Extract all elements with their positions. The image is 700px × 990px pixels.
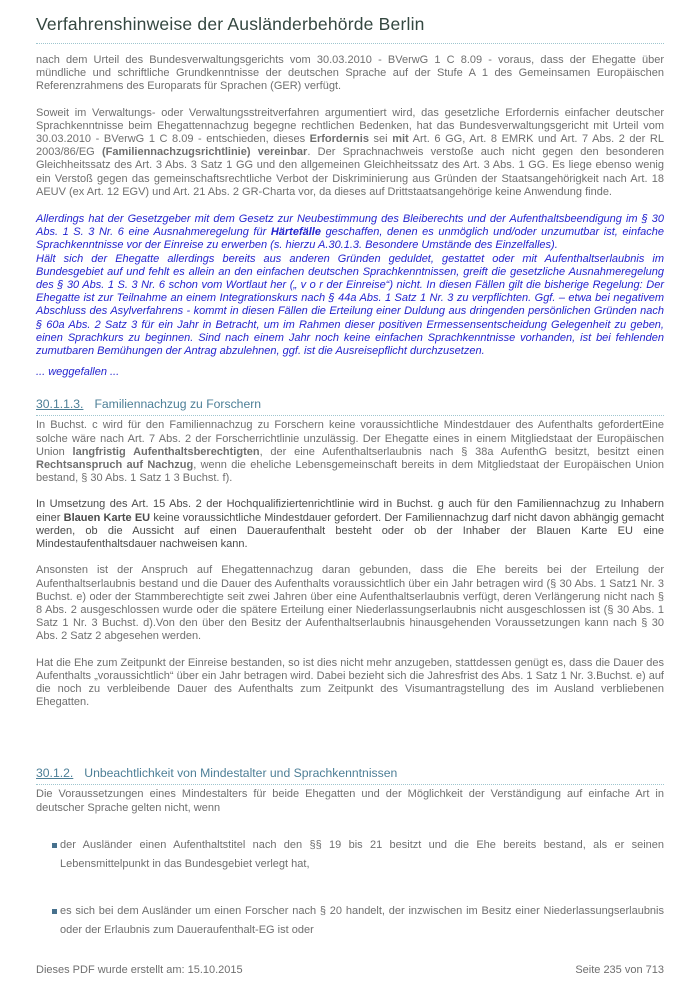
intro-paragraph-1: nach dem Urteil des Bundesverwaltungsgerichts vom 30.03.2010 - BVerwG 1 C 8.09 - voraus, dass der Ehegatte über mündliche und schriftliche Grundkenntnisse der deutschen Sprache auf der Stufe A 1 des Gemeinsamen Europäischen Referenzrahmens des Europarats für Sprachen (GER) verfügt.	[36, 54, 664, 93]
bold-run: mit	[392, 133, 409, 146]
voraussetzungen-paragraph: Die Voraussetzungen eines Mindestalters für beide Ehegatten und der Möglichkeit der Verständigung auf einfache Art in deutscher Sprache gelten nicht, wenn	[36, 788, 664, 814]
ansonsten-paragraph: Ansonsten ist der Anspruch auf Ehegattennachzug daran gebunden, dass die Ehe bereits bei der Erteilung der Aufenthaltserlaubnis bestand und die Dauer des Aufenthalts voraussichtlich über ein Jahr betragen wird (§ 30 Abs. 1 Satz1 Nr. 3 Buchst. e) oder der Stammberechtigte seit zwei Jahren über eine Aufenthaltserlaubnis verfügt, deren Verlängerung nicht nach § 8 Abs. 2 ausgeschlossen wurde oder die spätere Erteilung einer Niederlassungserlaubnis nicht ausgeschlossen ist (§ 30 Abs. 1 Satz 1 Nr. 3 Buchst. d).Von den über den Besitz der Aufenthaltserlaubnis hinausgehenden Voraussetzungen kann nach § 30 Abs. 2 Satz 2 abgesehen werden.	[36, 564, 664, 643]
bold-run: Blauen Karte EU	[63, 511, 151, 524]
section-heading-label: Familiennachzug zu Forschern	[94, 397, 262, 412]
text-run: , wenn die eheliche Lebensgemeinschaft bereits in dem Mitgliedstaat der Europäischen Union bestand, § 30 Abs. 1 Satz 1 3 Buchst. f).	[36, 459, 665, 485]
section-heading-label: Unbeachtlichkeit von Mindestalter und Sprachkenntnissen	[84, 766, 398, 781]
footer-created-date: Dieses PDF wurde erstellt am: 15.10.2015	[36, 964, 243, 976]
bold-run: Rechtsanspruch auf Nachzug	[36, 459, 194, 472]
section-heading-30-1-2	[36, 766, 664, 785]
text-run: In Umsetzung des Art. 15 Abs. 2 der Hochqualifiziertenrichtlinie wird in Buchst. g auch für den Familiennachzug zu Inhabern einer	[36, 498, 664, 524]
text-run: . Der Sprachnachweis verstoße auch nicht gegen den besonderen Gleichheitssatz des Art. 3 Abs. 3 Satz 1 GG und den allgemeinen Gleichheitssatz des Art. 3 Abs. 1 GG. Es liege ebenso wenig ein Verstoß gegen das gemeinschaftsrechtliche Verbot der Diskriminierung aus Gründen der Staatsangehörigkeit nach Art. 18 AEUV (ex Art. 12 EGV) und Art. 21 Abs. 2 GR-Charta vor, da dieses auf Drittstaatsangehörige keine Anwendung finde.	[36, 146, 664, 198]
bullet-list	[36, 836, 664, 940]
weggefallen-note: ... weggefallen ...	[36, 366, 120, 379]
einreise-paragraph: Hat die Ehe zum Zeitpunkt der Einreise bestanden, so ist dies nicht mehr anzugeben, stattdessen genügt es, dass die Dauer des Aufenthalts „voraussichtlich“ über ein Jahr betragen wird. Dabei bezieht sich die Jahresfrist des Abs. 1 Satz 1 Nr. 3.Buchst. e) auf die noch zu verbleibende Dauer des Aufenthalts zum Zeitpunkt des Visumantragstellung des im Ausland verbliebenen Ehegatten.	[36, 656, 664, 709]
text-run: Art. 6 GG, Art. 8 EMRK und Art. 7 Abs. 2 der RL 2003/86/EG	[36, 133, 664, 159]
intro-paragraph-2	[36, 107, 664, 199]
legal-note-paragraph-1	[36, 213, 664, 253]
list-item-text: es sich bei dem Ausländer um einen Forscher nach § 20 handelt, der inzwischen im Besitz einer Niederlassungserlaubnis oder der Erlaubnis zum Daueraufenthalt-EG ist oder	[60, 904, 664, 936]
text-run: Soweit im Verwaltungs- oder Verwaltungsstreitverfahren argumentiert wird, das gesetzliche Erfordernis einfacher deutscher Sprachkenntnisse beim Ehegattennachzug begegne rechtlichen Bedenken, hat das Bundesverwaltungsgericht mit Urteil vom 30.03.2010 - BVerwG 1 C 8.09 - entschieden, dieses	[36, 106, 664, 146]
legal-note-paragraph-2: Hält sich der Ehegatte allerdings bereits aus anderen Gründen geduldet, gestattet oder mit Aufenthaltserlaubnis im Bundesgebiet auf und fehlt es allein an den einfachen deutschen Sprachkenntnissen, greift die gesetzliche Ausnahmeregelung des § 30 Abs. 1 S. 3 Nr. 6 schon vom Wortlaut her („ v o r der Einreise“) nicht. In diesen Fällen gilt die bisherige Regelung: Der Ehegatte ist zur Teilnahme an einem Integrationskurs nach § 44a Abs. 1 Satz 1 Nr. 3 zu verpflichten. Ggf. – etwa bei negativem Abschluss des Asylverfahrens - kommt in diesen Fällen die Erteilung einer Duldung aus dringenden persönlichen Gründen nach § 60a Abs. 2 Satz 3 für ein Jahr in Betracht, um im Rahmen dieser positiven Ermessensentscheidung Gelegenheit zu geben, einen Sprachkurs zu beginnen. Sind nach einem Jahr noch keine einfachen Sprachkenntnisse vorhanden, ist bei fehlenden zumutbaren Bemühungen der Antrag abzulehnen, ggf. ist die Ausreisepflicht durchzusetzen.	[36, 252, 664, 358]
forscher-paragraph	[36, 419, 664, 485]
text-run: geschaffen, denen es unmöglich und/oder unzumutbar ist, einfache Sprachkenntnisse vor der Einreise zu erwerben (s. hierzu A.30.1.3. Besondere Umstände des Einzelfalles).	[36, 226, 664, 252]
text-run: keine voraussichtliche Mindestdauer gefordert. Der Familiennachzug darf nicht davon abhängig gemacht werden, ob die Aussicht auf einen Daueraufenthalt besteht oder ob der Inhaber der Blauen Karte EU eine Mindestaufenthaltsdauer nachweisen kann.	[36, 511, 664, 551]
section-number: 30.1.2.	[36, 766, 74, 781]
list-item	[52, 836, 664, 874]
text-run: In Buchst. c wird für den Familiennachzug zu Forschern keine voraussichtliche Mindestdauer des Aufenthalts gefordertEine solche wäre nach Art. 7 Abs. 2 der Forscherrichtlinie unzulässig. Der Ehegatte eines in einem Mitgliedstaat der Europäischen Union	[36, 419, 664, 458]
list-item-text: der Ausländer einen Aufenthaltstitel nach den §§ 19 bis 21 besitzt und die Ehe bereits bestand, als er seinen Lebensmittelpunkt in das Bundesgebiet verlegt hat,	[60, 838, 664, 870]
blaue-karte-paragraph	[36, 498, 664, 551]
bold-run: (Familiennachzugsrichtlinie) vereinbar	[102, 146, 308, 159]
page-footer	[36, 964, 664, 976]
page-title: Verfahrenshinweise der Ausländerbehörde Berlin	[36, 12, 664, 44]
bullet-square-icon	[52, 909, 57, 914]
section-number: 30.1.1.3.	[36, 397, 84, 412]
list-item	[52, 902, 664, 940]
footer-page-number: Seite 235 von 713	[575, 964, 664, 976]
bold-run: langfristig Aufenthaltsberechtigten	[72, 445, 260, 458]
bold-run: Härtefälle	[270, 226, 321, 239]
text-run: Allerdings hat der Gesetzgeber mit dem Gesetz zur Neubestimmung des Bleiberechts und der Aufenthaltsbeendigung im § 30 Abs. 1 S. 3 Nr. 6 eine Ausnahmeregelung für	[36, 213, 664, 239]
section-heading-30-1-1-3	[36, 397, 664, 416]
text-run: , der eine Aufenthaltserlaubnis nach § 38a AufenthG besitzt, besitzt einen	[259, 445, 665, 458]
text-run: sei	[368, 133, 393, 146]
bold-run: Erfordernis	[309, 133, 369, 146]
bullet-square-icon	[52, 843, 57, 848]
